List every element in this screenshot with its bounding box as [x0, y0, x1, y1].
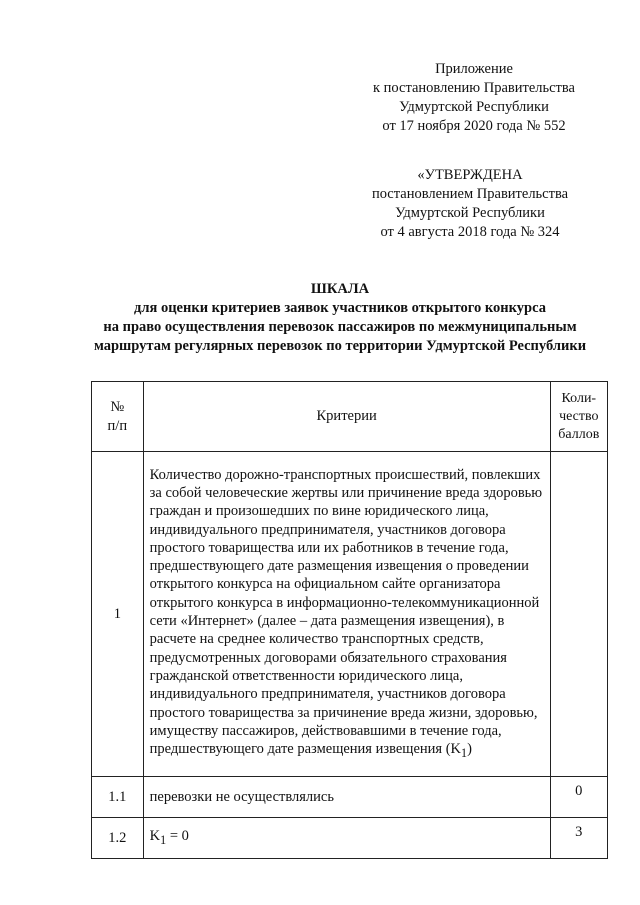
table-header-row — [92, 382, 608, 452]
approved-block — [350, 166, 590, 242]
approved-line: постановлением Правительства — [371, 186, 569, 202]
row-num: 1.2 — [92, 818, 144, 859]
approved-line: «УТВЕРЖДЕНА — [417, 167, 523, 183]
approved-line: Удмуртской Республики — [395, 205, 545, 221]
approved-line: от 4 августа 2018 года № 324 — [380, 224, 560, 240]
criteria-subscript: 1 — [160, 832, 167, 847]
annex-line: от 17 ноября 2020 года № 552 — [382, 118, 566, 134]
row-criteria — [143, 818, 550, 859]
criteria-subscript: 1 — [461, 746, 468, 761]
header-score — [550, 382, 607, 452]
header-score-line: баллов — [558, 426, 600, 442]
criteria-table — [91, 381, 608, 859]
document-title — [60, 280, 620, 356]
header-score-line: Коли- — [561, 390, 597, 406]
criteria-tail: ) — [467, 741, 472, 758]
table-row — [92, 818, 608, 859]
header-num — [92, 382, 144, 452]
header-num-line: № — [110, 399, 125, 416]
criteria-text: K — [149, 827, 161, 844]
annex-line: Приложение — [435, 61, 513, 77]
table-row — [92, 777, 608, 818]
title-line: на право осуществления перевозок пассажиров по межмуниципальным — [103, 319, 577, 335]
criteria-tail: = 0 — [166, 827, 189, 844]
row-score: 0 — [550, 777, 607, 818]
title-line: маршрутам регулярных перевозок по территории Удмуртской Республики — [93, 338, 587, 354]
header-num-line: п/п — [107, 417, 128, 434]
row-score: 3 — [550, 818, 607, 859]
row-num: 1 — [92, 452, 144, 777]
annex-line: Удмуртской Республики — [399, 99, 549, 115]
row-num: 1.1 — [92, 777, 144, 818]
title-heading: ШКАЛА — [310, 281, 370, 297]
row-criteria: перевозки не осуществлялись — [143, 777, 550, 818]
row-criteria — [143, 452, 550, 777]
criteria-text: Количество дорожно-транспортных происшествий, повлекших за собой человеческие жертвы или причинение вреда здоровью граждан и произошедших по вине юридического лица, индивидуального предпринимателя, участников договора простого товарищества или их работников в течение года, предшествующего дате размещения извещения о проведении открытого конкурса на официальном сайте организатора открытого конкурса в информационно-телекоммуникационной сети «Интернет» (далее – дата размещения извещения), в расчете на среднее количество транспортных средств, предусмотренных договорами обязательного страхования гражданской ответственности юридического лица, индивидуального предпринимателя, участников договора простого товарищества за причинение вреда жизни, здоровью, имуществу пассажиров, действовавшими в течение года, предшествующего дате размещения извещения (K — [149, 466, 543, 758]
header-criteria: Критерии — [143, 382, 550, 452]
title-line: для оценки критериев заявок участников открытого конкурса — [134, 300, 546, 316]
table-row — [92, 452, 608, 777]
row-score — [550, 452, 607, 777]
annex-block — [354, 60, 594, 136]
header-score-line: чество — [559, 408, 599, 424]
annex-line: к постановлению Правительства — [373, 80, 575, 96]
